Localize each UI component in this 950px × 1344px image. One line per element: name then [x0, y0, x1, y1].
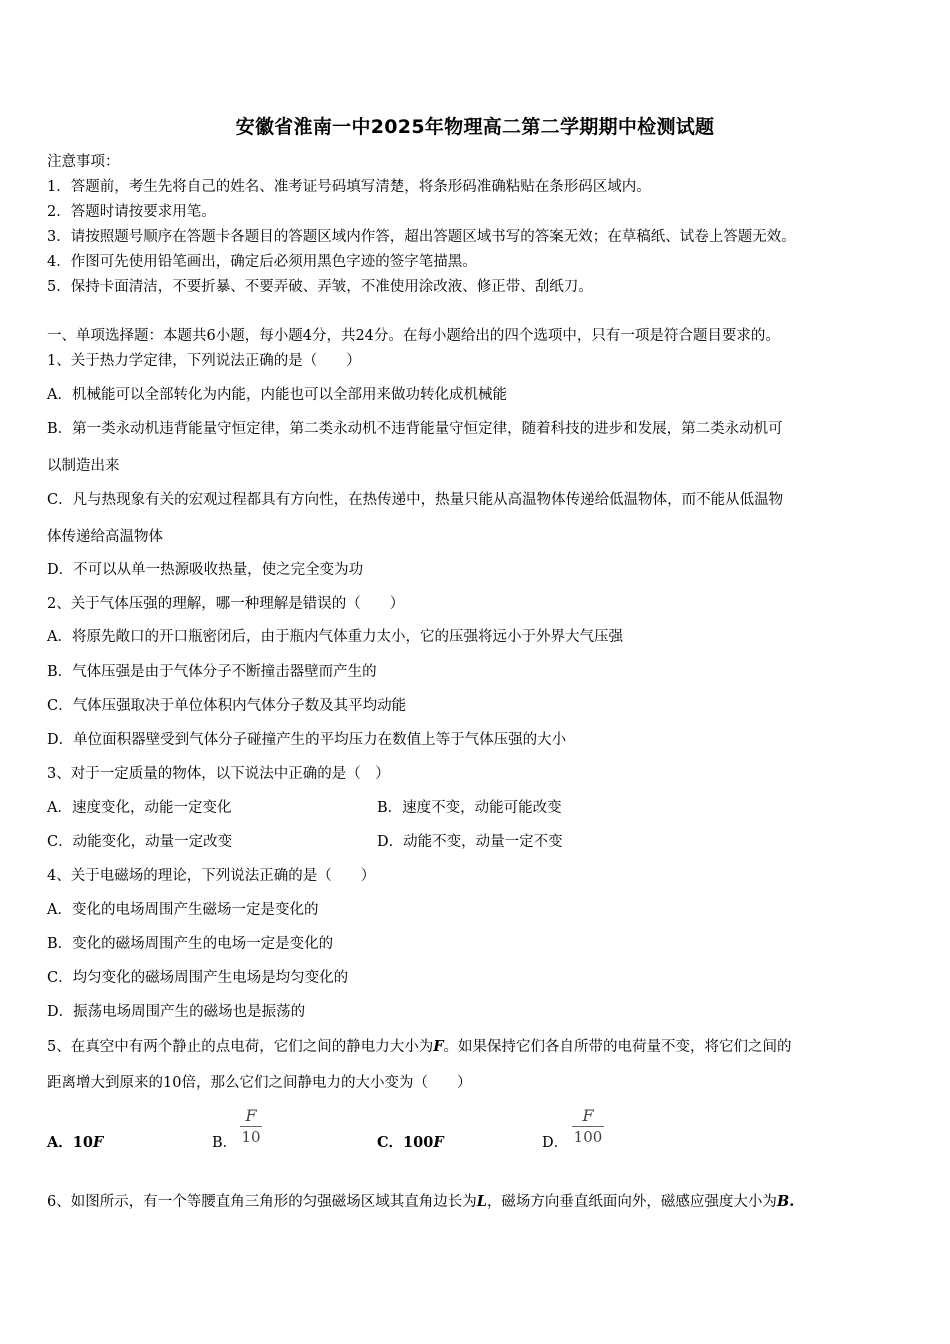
option-b-continued: 以制造出来	[47, 458, 120, 474]
denominator: 10	[241, 1128, 261, 1146]
option-c: C．气体压强取决于单位体积内气体分子数及其平均动能	[47, 698, 407, 714]
numerator: F	[245, 1106, 257, 1125]
denominator: 100	[573, 1128, 603, 1146]
notice-item: 2．答题时请按要求用笔。	[47, 204, 216, 220]
notice-item: 4．作图可先使用铅笔画出，确定后必须用黑色字迹的签字笔描黑。	[47, 254, 477, 270]
variable-f: F	[92, 1134, 104, 1151]
option-d: D．单位面积器壁受到气体分子碰撞产生的平均压力在数值上等于气体压强的大小	[47, 732, 567, 748]
option-a	[47, 1133, 103, 1153]
stem-text: 5、在真空中有两个静止的点电荷，它们之间的静电力大小为	[47, 1039, 434, 1055]
notice-heading: 注意事项：	[47, 154, 120, 170]
option-b: B．速度不变，动能可能改变	[377, 800, 562, 816]
option-b: B．变化的磁场周围产生的电场一定是变化的	[47, 936, 334, 952]
option-d-key: D．	[542, 1135, 569, 1151]
stem-text: 。如果保持它们各自所带的电荷量不变，将它们之间的	[443, 1039, 792, 1055]
fraction-f-over-100	[572, 1107, 604, 1146]
option-a: A．速度变化，动能一定变化	[47, 800, 232, 816]
page-title: 安徽省淮南一中2025年物理高二第二学期期中检测试题	[235, 116, 715, 138]
option-key: C．	[377, 1134, 404, 1151]
option-d: D．动能不变，动量一定不变	[377, 834, 563, 850]
variable-b: B	[776, 1193, 790, 1210]
notice-item: 3．请按照题号顺序在答题卡各题目的答题区域内作答，超出答题区域书写的答案无效；在草稿纸、试卷上答题无效。	[47, 229, 796, 245]
question-stem	[47, 1037, 792, 1057]
question-stem: 1、关于热力学定律，下列说法正确的是（ ）	[47, 353, 361, 369]
fraction-bar	[240, 1126, 262, 1127]
option-b: B．气体压强是由于气体分子不断撞击器壁而产生的	[47, 664, 377, 680]
option-c: C．动能变化，动量一定改变	[47, 834, 233, 850]
section-heading: 一、单项选择题：本题共6小题，每小题4分，共24分。在每小题给出的四个选项中，只有一项是符合题目要求的。	[47, 328, 780, 344]
option-c	[377, 1133, 444, 1153]
option-b: B．第一类永动机违背能量守恒定律，第二类永动机不违背能量守恒定律，随着科技的进步和发展，第二类永动机可	[47, 421, 783, 437]
option-d: D．不可以从单一热源吸收热量，使之完全变为功	[47, 562, 364, 578]
question-stem: 4、关于电磁场的理论，下列说法正确的是（ ）	[47, 868, 376, 884]
option-c: C．凡与热现象有关的宏观过程都具有方向性，在热传递中，热量只能从高温物体传递给低温物体，而不能从低温物	[47, 492, 784, 508]
option-d: D．振荡电场周围产生的磁场也是振荡的	[47, 1004, 306, 1020]
stem-text: .	[789, 1193, 795, 1210]
variable-l: L	[476, 1193, 487, 1210]
question-stem-continued: 距离增大到原来的10倍，那么它们之间静电力的大小变为（ ）	[47, 1075, 472, 1091]
option-a: A．将原先敞口的开口瓶密闭后，由于瓶内气体重力太小，它的压强将远小于外界大气压强	[47, 629, 623, 645]
option-key: A．	[47, 1134, 73, 1151]
option-c: C．均匀变化的磁场周围产生电场是均匀变化的	[47, 970, 349, 986]
notice-item: 1．答题前，考生先将自己的姓名、准考证号码填写清楚，将条形码准确粘贴在条形码区域内。	[47, 179, 651, 195]
stem-text: ，磁场方向垂直纸面向外，磁感应强度大小为	[486, 1194, 777, 1210]
variable-f: F	[433, 1038, 444, 1055]
option-c-continued: 体传递给高温物体	[47, 529, 163, 545]
numerator: F	[582, 1106, 594, 1125]
fraction-bar	[572, 1126, 604, 1127]
notice-item: 5．保持卡面清洁，不要折暴、不要弄破、弄皱，不准使用涂改液、修正带、刮纸刀。	[47, 279, 593, 295]
option-value: 10	[72, 1134, 93, 1151]
option-a: A．机械能可以全部转化为内能，内能也可以全部用来做功转化成机械能	[47, 387, 507, 403]
option-b-key: B．	[212, 1135, 238, 1151]
option-value: 100	[403, 1134, 434, 1151]
question-stem: 3、对于一定质量的物体，以下说法中正确的是（ ）	[47, 766, 390, 782]
stem-text: 6、如图所示，有一个等腰直角三角形的匀强磁场区域其直角边长为	[47, 1194, 477, 1210]
fraction-f-over-10	[240, 1107, 262, 1146]
question-stem: 2、关于气体压强的理解，哪一种理解是错误的（ ）	[47, 596, 405, 612]
variable-f: F	[433, 1134, 444, 1151]
question-stem	[47, 1192, 794, 1212]
option-a: A．变化的电场周围产生磁场一定是变化的	[47, 902, 319, 918]
